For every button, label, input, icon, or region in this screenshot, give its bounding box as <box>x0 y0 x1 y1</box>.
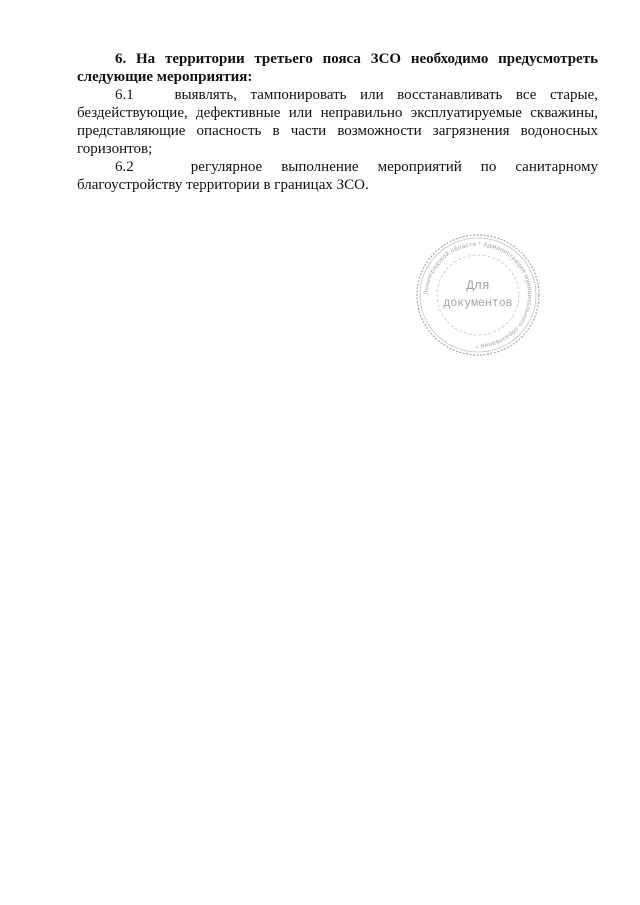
section-heading: 6. На территории третьего пояса ЗСО необходимо предусмотреть следующие мероприятия: <box>77 51 598 85</box>
stamp-center-line2: документов <box>443 297 513 310</box>
list-item <box>77 86 598 158</box>
svg-text:Ленинградской области * Админи <box>423 241 533 349</box>
stamp-center-line1: Для <box>466 278 490 293</box>
list-item <box>77 158 598 194</box>
document-body <box>77 50 598 194</box>
round-seal-icon <box>414 232 542 358</box>
stamp-ring-text: Ленинградской области * Администрация муниципального образования * <box>422 240 534 350</box>
item-text: выявлять, тампонировать или восстанавливать все старые, бездействующие, дефективные или неправильно эксплуатируемые скважины, представляющие опасность в части возможности загрязнения водоносных горизонтов; <box>77 87 598 157</box>
item-number: 6.1 <box>115 87 134 103</box>
item-number: 6.2 <box>115 159 134 175</box>
item-text: регулярное выполнение мероприятий по санитарному благоустройству территории в границах ЗСО. <box>77 159 599 193</box>
